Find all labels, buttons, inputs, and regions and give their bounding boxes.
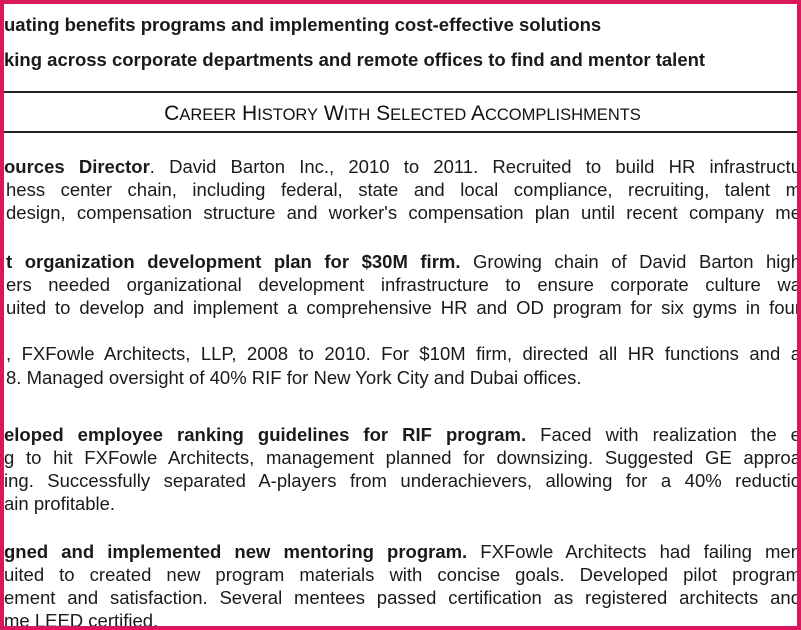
accomplishment3-line3: ement and satisfaction. Several mentees passed certification as registered architects and bbox=[4, 587, 801, 608]
bullet-mentor-talent: king across corporate departments and remote offices to find and mentor talent bbox=[4, 49, 706, 70]
accomplishment2-line2: g to hit FXFowle Architects, management planned for downsizing. Suggested GE approa bbox=[4, 447, 801, 468]
heading-rule-bottom bbox=[4, 131, 801, 133]
accomplishment2-line1-rest: Faced with realization the e bbox=[526, 424, 801, 445]
accomplishment1-line2: ers needed organizational development infrastructure to ensure corporate culture wa bbox=[6, 274, 801, 295]
section-heading bbox=[4, 101, 801, 128]
section-heading-text: CAREER HISTORY WITH SELECTED ACCOMPLISHMENTS bbox=[164, 102, 641, 125]
accomplishment1-line1 bbox=[6, 250, 801, 273]
accomplishment2-line4: ain profitable. bbox=[4, 493, 116, 514]
entry2-line2: 8. Managed oversight of 40% RIF for New York City and Dubai offices. bbox=[6, 367, 582, 388]
entry1-line1 bbox=[4, 155, 801, 178]
bullet-benefits: uating benefits programs and implementing cost-effective solutions bbox=[4, 14, 602, 35]
accomplishment3-line4: me LEED certified. bbox=[4, 610, 159, 630]
accomplishment3-title: gned and implemented new mentoring program. bbox=[4, 541, 468, 562]
accomplishment3-line1 bbox=[4, 540, 801, 563]
entry1-role: ources Director bbox=[4, 156, 150, 177]
entry1-line2: hess center chain, including federal, state and local compliance, recruiting, talent m bbox=[6, 179, 801, 200]
accomplishment3-line2: uited to created new program materials with concise goals. Developed pilot program bbox=[4, 564, 801, 585]
entry1-line3: design, compensation structure and worker's compensation plan until recent company me bbox=[6, 202, 801, 223]
accomplishment2-line3: ing. Successfully separated A-players from underachievers, allowing for a 40% reductio bbox=[4, 470, 801, 491]
accomplishment1-title: t organization development plan for $30M firm. bbox=[6, 251, 461, 272]
accomplishment3-line1-rest: FXFowle Architects had failing men bbox=[467, 541, 801, 562]
accomplishment2-line1 bbox=[4, 423, 801, 446]
accomplishment1-line3: uited to develop and implement a comprehensive HR and OD program for six gyms in four bbox=[6, 297, 801, 318]
entry1-line1-rest: . David Barton Inc., 2010 to 2011. Recruited to build HR infrastructu bbox=[149, 156, 801, 177]
entry2-line1: , FXFowle Architects, LLP, 2008 to 2010. For $10M firm, directed all HR functions and a bbox=[6, 343, 801, 364]
accomplishment1-line1-rest: Growing chain of David Barton high bbox=[460, 251, 801, 272]
heading-rule-top bbox=[4, 91, 801, 93]
accomplishment2-title: eloped employee ranking guidelines for RIF program. bbox=[4, 424, 527, 445]
